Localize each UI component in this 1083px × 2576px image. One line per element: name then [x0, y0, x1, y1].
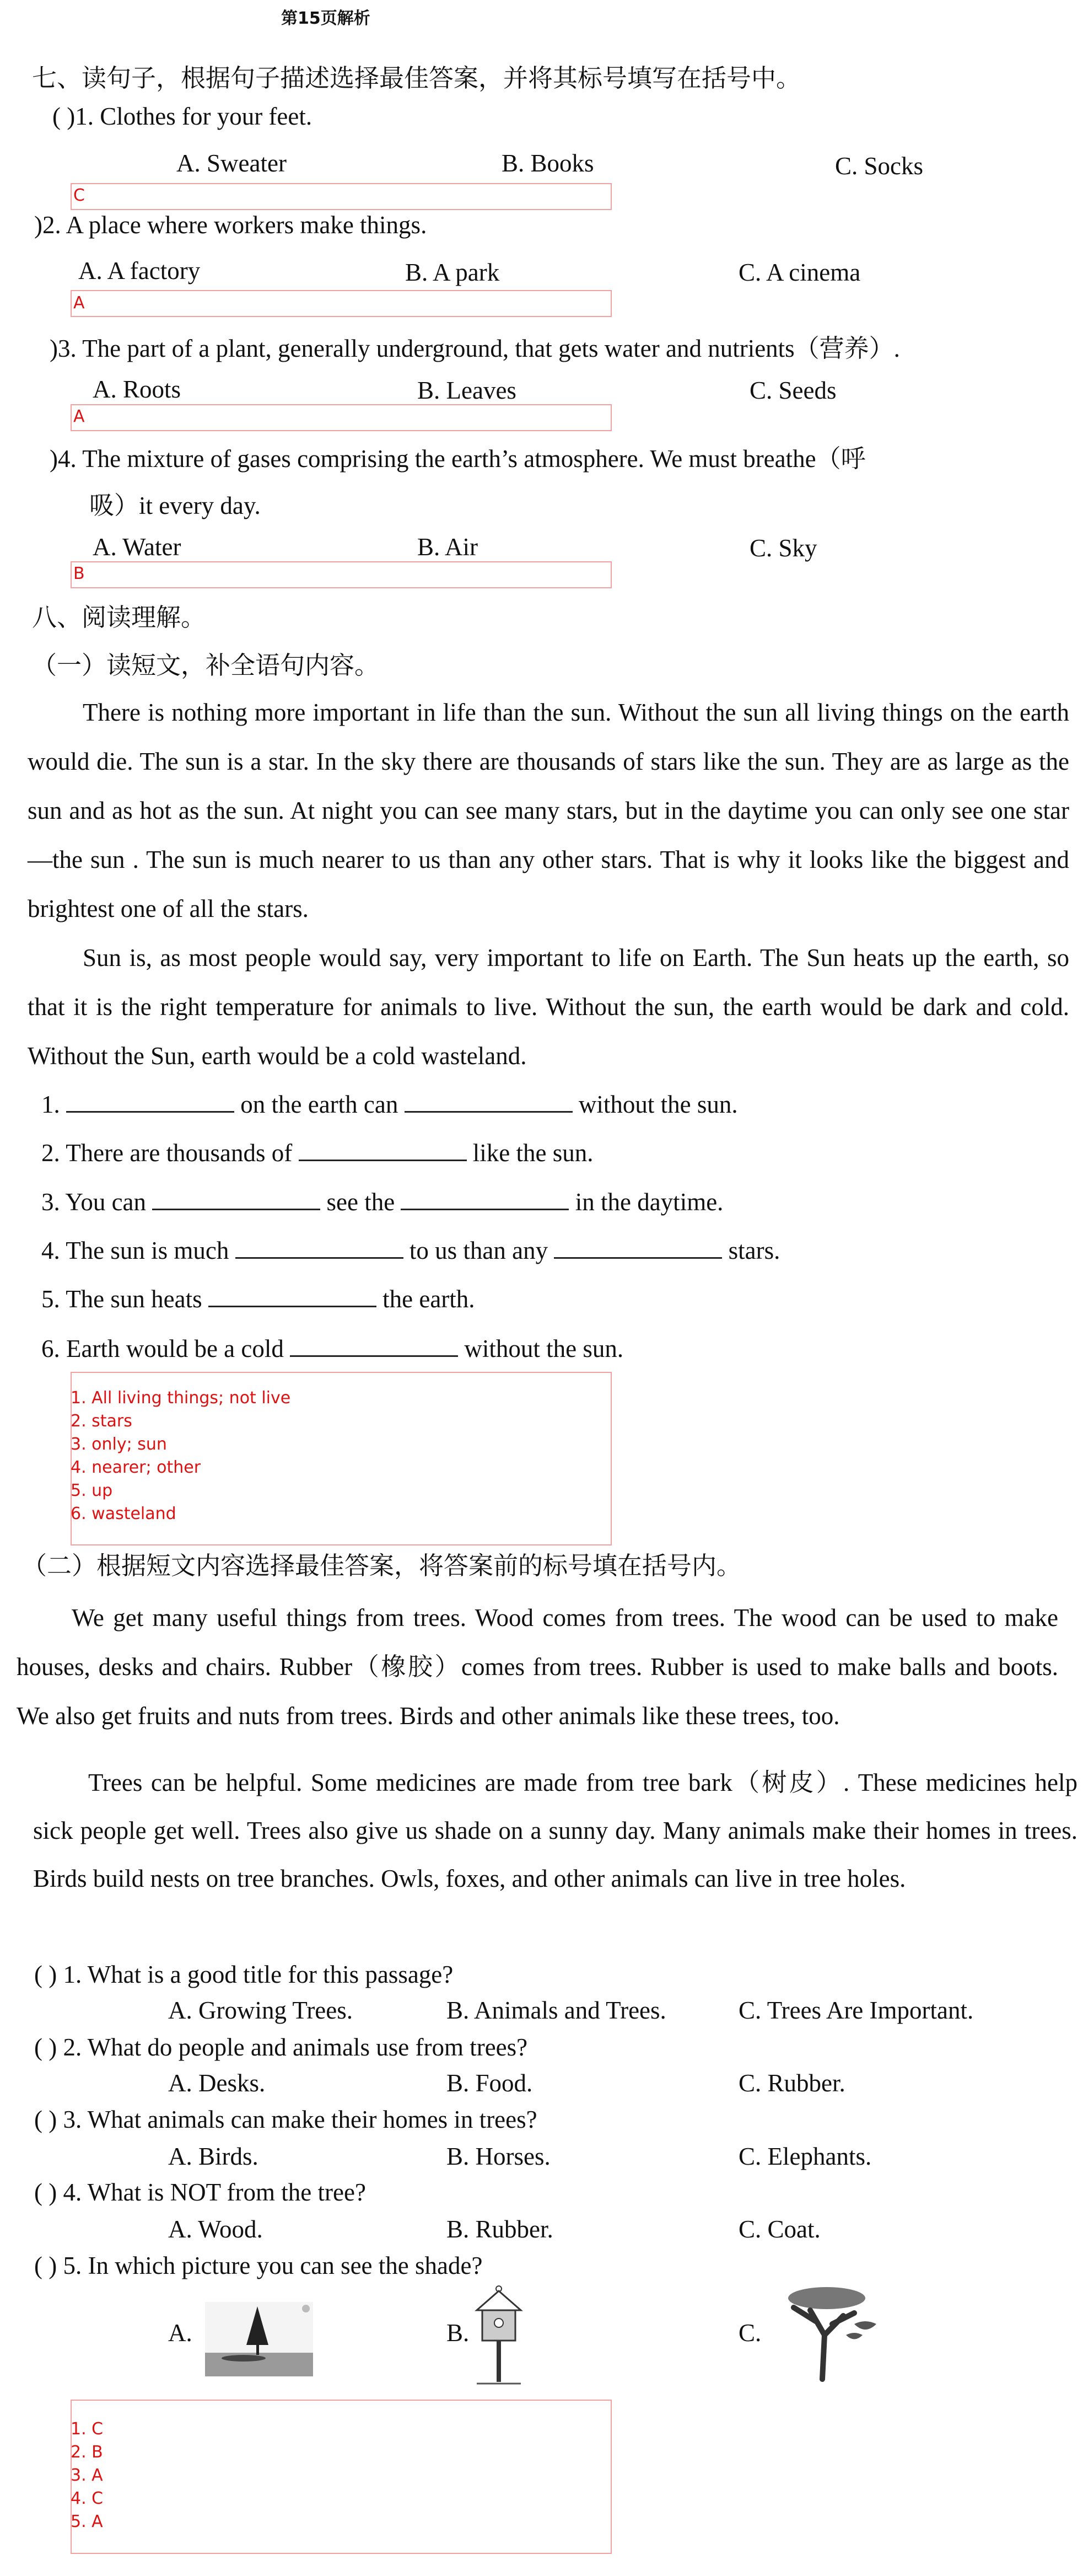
- question-prefix: ( ) 1.: [34, 1961, 82, 1988]
- question-text: What is NOT from the tree?: [87, 2178, 366, 2206]
- option-b: B. Books: [502, 149, 594, 177]
- question-prefix: )2.: [34, 211, 61, 239]
- answer-box: [71, 2400, 612, 2554]
- passage-1: [28, 688, 1069, 1081]
- answer-line: 5. A: [71, 2512, 103, 2531]
- blank-line: [554, 1235, 722, 1259]
- option-b: B. Horses.: [446, 2143, 551, 2170]
- answer-line: 1. All living things; not live: [71, 1388, 291, 1408]
- blank-line: [405, 1089, 573, 1113]
- answer-line: 2. stars: [71, 1412, 132, 1431]
- option-a: A. Growing Trees.: [168, 1997, 353, 2024]
- section8-heading: 八、阅读理解。: [32, 603, 206, 632]
- option-a: A. A factory: [78, 257, 201, 285]
- option-b: B. Air: [417, 533, 478, 561]
- birdhouse-picture: [466, 2285, 532, 2387]
- item-number: 5.: [41, 1285, 60, 1313]
- question-3: [50, 328, 900, 364]
- answer-box: [71, 404, 612, 431]
- question-text: The mixture of gases comprising the earth’s atmosphere. We must breathe（呼: [82, 445, 866, 473]
- question-text: What is a good title for this passage?: [87, 1961, 454, 1988]
- option-b: B.: [446, 2319, 470, 2347]
- answer-list: [71, 1387, 290, 1526]
- blank-line: [208, 1284, 376, 1307]
- option-a: A. Wood.: [168, 2215, 263, 2243]
- passage-2: [17, 1593, 1058, 1741]
- question-prefix: ( ) 2.: [34, 2033, 82, 2061]
- item-text: without the sun.: [464, 1335, 624, 1362]
- blank-item-6: [41, 1333, 623, 1363]
- blank-line: [299, 1137, 467, 1161]
- option-b: B. A park: [405, 259, 500, 286]
- question-text: What do people and animals use from trees?: [87, 2033, 528, 2061]
- option-b: B. Animals and Trees.: [446, 1997, 666, 2024]
- mc-question-3: [34, 2105, 537, 2134]
- bare-tree-picture: [772, 2283, 885, 2382]
- question-prefix: ( )1.: [52, 103, 94, 130]
- option-c: C. A cinema: [739, 259, 861, 286]
- answer-line: 4. C: [71, 2489, 104, 2508]
- paragraph: We get many useful things from trees. Wood comes from trees. The wood can be used to make houses, desks and chairs. Rubber（橡胶）comes from trees. Rubber is used to make balls and boots. We also get fruits and nuts from trees. Birds and other animals like these trees, too.: [17, 1604, 1058, 1730]
- mc-question-4: [34, 2178, 366, 2207]
- tree-shade-picture: [205, 2302, 313, 2376]
- option-c: C. Trees Are Important.: [739, 1997, 974, 2024]
- answer-box: [71, 183, 612, 210]
- option-c: C. Rubber.: [739, 2069, 845, 2097]
- option-c: C.: [739, 2319, 762, 2347]
- answer-text: B: [73, 564, 85, 583]
- answer-box: [71, 561, 612, 588]
- answer-line: 1. C: [71, 2419, 104, 2439]
- option-a: A. Sweater: [176, 149, 287, 177]
- option-a: A.: [168, 2319, 192, 2347]
- answer-box: [71, 290, 612, 317]
- option-b: B. Leaves: [417, 377, 516, 404]
- item-text: The sun heats: [66, 1285, 202, 1313]
- question-4-line2: 吸）it every day.: [89, 492, 261, 519]
- page-title: 第15页解析: [281, 9, 370, 28]
- blank-line: [401, 1187, 569, 1210]
- question-text: A place where workers make things.: [66, 211, 427, 239]
- answer-text: C: [73, 186, 85, 205]
- item-text: You can: [65, 1188, 147, 1216]
- blank-line: [66, 1089, 234, 1113]
- blank-line: [152, 1187, 320, 1210]
- blank-item-5: [41, 1284, 475, 1313]
- question-prefix: ( ) 4.: [34, 2178, 82, 2206]
- mc-question-2: [34, 2033, 527, 2062]
- question-text: What animals can make their homes in trees?: [87, 2106, 537, 2133]
- part1-heading: （一）读短文，补全语句内容。: [32, 651, 380, 680]
- question-prefix: )4.: [50, 445, 77, 473]
- question-text: The part of a plant, generally underground, that gets water and nutrients（营养）.: [82, 335, 900, 362]
- option-c: C. Seeds: [750, 377, 837, 404]
- answer-list: [71, 2418, 103, 2534]
- paragraph: There is nothing more important in life than the sun. Without the sun all living things on the earth would die. The sun is a star. In the sky there are thousands of stars like the sun. They are as large as the sun and as hot as the sun. At night you can see many stars, but in the daytime you can only see one star—the sun . The sun is much nearer to us than any other stars. That is why it looks like the biggest and brightest one of all the stars.: [28, 699, 1069, 922]
- answer-line: 4. nearer; other: [71, 1458, 201, 1477]
- passage-3: [33, 1759, 1077, 1903]
- question-prefix: ( ) 5.: [34, 2252, 82, 2279]
- option-c: C. Sky: [750, 534, 817, 562]
- option-a: A. Birds.: [168, 2143, 258, 2170]
- paragraph: Trees can be helpful. Some medicines are made from tree bark（树皮）. These medicines help sick people get well. Trees also give us shade on a sunny day. Many animals make their homes in trees. Birds build nests on tree branches. Owls, foxes, and other animals can live in tree holes.: [33, 1769, 1077, 1892]
- mc-question-1: [34, 1960, 453, 1989]
- item-text: There are thousands of: [66, 1139, 293, 1167]
- question-text: Clothes for your feet.: [100, 103, 312, 130]
- option-c: C. Coat.: [739, 2215, 821, 2243]
- item-text: without the sun.: [578, 1091, 738, 1118]
- item-text: in the daytime.: [575, 1188, 724, 1216]
- answer-text: A: [73, 407, 85, 426]
- blank-item-3: [41, 1187, 723, 1216]
- question-4: [50, 438, 866, 474]
- paragraph: Sun is, as most people would say, very important to life on Earth. The Sun heats up the earth, so that it is the right temperature for animals to live. Without the sun, the earth would be dark and cold. Without the Sun, earth would be a cold wasteland.: [28, 944, 1069, 1070]
- question-text: In which picture you can see the shade?: [88, 2252, 483, 2279]
- item-text: to us than any: [409, 1237, 548, 1264]
- item-text: like the sun.: [472, 1139, 594, 1167]
- option-a: A. Roots: [93, 375, 181, 403]
- option-c: C. Elephants.: [739, 2143, 872, 2170]
- answer-line: 3. A: [71, 2466, 103, 2485]
- answer-line: 3. only; sun: [71, 1435, 167, 1454]
- item-text: see the: [326, 1188, 395, 1216]
- question-prefix: ( ) 3.: [34, 2106, 82, 2133]
- mc-question-5: [34, 2251, 482, 2280]
- blank-item-1: [41, 1089, 738, 1119]
- question-2: [34, 211, 427, 239]
- item-text: Earth would be a cold: [66, 1335, 284, 1362]
- option-b: B. Rubber.: [446, 2215, 553, 2243]
- answer-line: 6. wasteland: [71, 1504, 176, 1523]
- item-text: on the earth can: [240, 1091, 398, 1118]
- item-number: 4.: [41, 1237, 60, 1264]
- blank-line: [235, 1235, 403, 1259]
- item-number: 6.: [41, 1335, 60, 1362]
- option-a: A. Water: [93, 533, 181, 561]
- option-c: C. Socks: [835, 152, 924, 180]
- answer-text: A: [73, 293, 85, 313]
- blank-line: [290, 1333, 458, 1357]
- answer-line: 5. up: [71, 1481, 113, 1500]
- part2-heading: （二）根据短文内容选择最佳答案，将答案前的标号填在括号内。: [22, 1551, 742, 1580]
- item-number: 3.: [41, 1188, 60, 1216]
- item-number: 2.: [41, 1139, 60, 1167]
- item-text: the earth.: [382, 1285, 475, 1313]
- question-1: [52, 102, 312, 131]
- option-a: A. Desks.: [168, 2069, 266, 2097]
- blank-item-4: [41, 1235, 780, 1265]
- question-prefix: )3.: [50, 335, 77, 362]
- item-text: The sun is much: [66, 1237, 229, 1264]
- item-number: 1.: [41, 1091, 60, 1118]
- option-b: B. Food.: [446, 2069, 533, 2097]
- answer-line: 2. B: [71, 2443, 103, 2462]
- section7-heading: 七、读句子，根据句子描述选择最佳答案，并将其标号填写在括号中。: [32, 63, 801, 93]
- blank-item-2: [41, 1137, 594, 1167]
- item-text: stars.: [728, 1237, 780, 1264]
